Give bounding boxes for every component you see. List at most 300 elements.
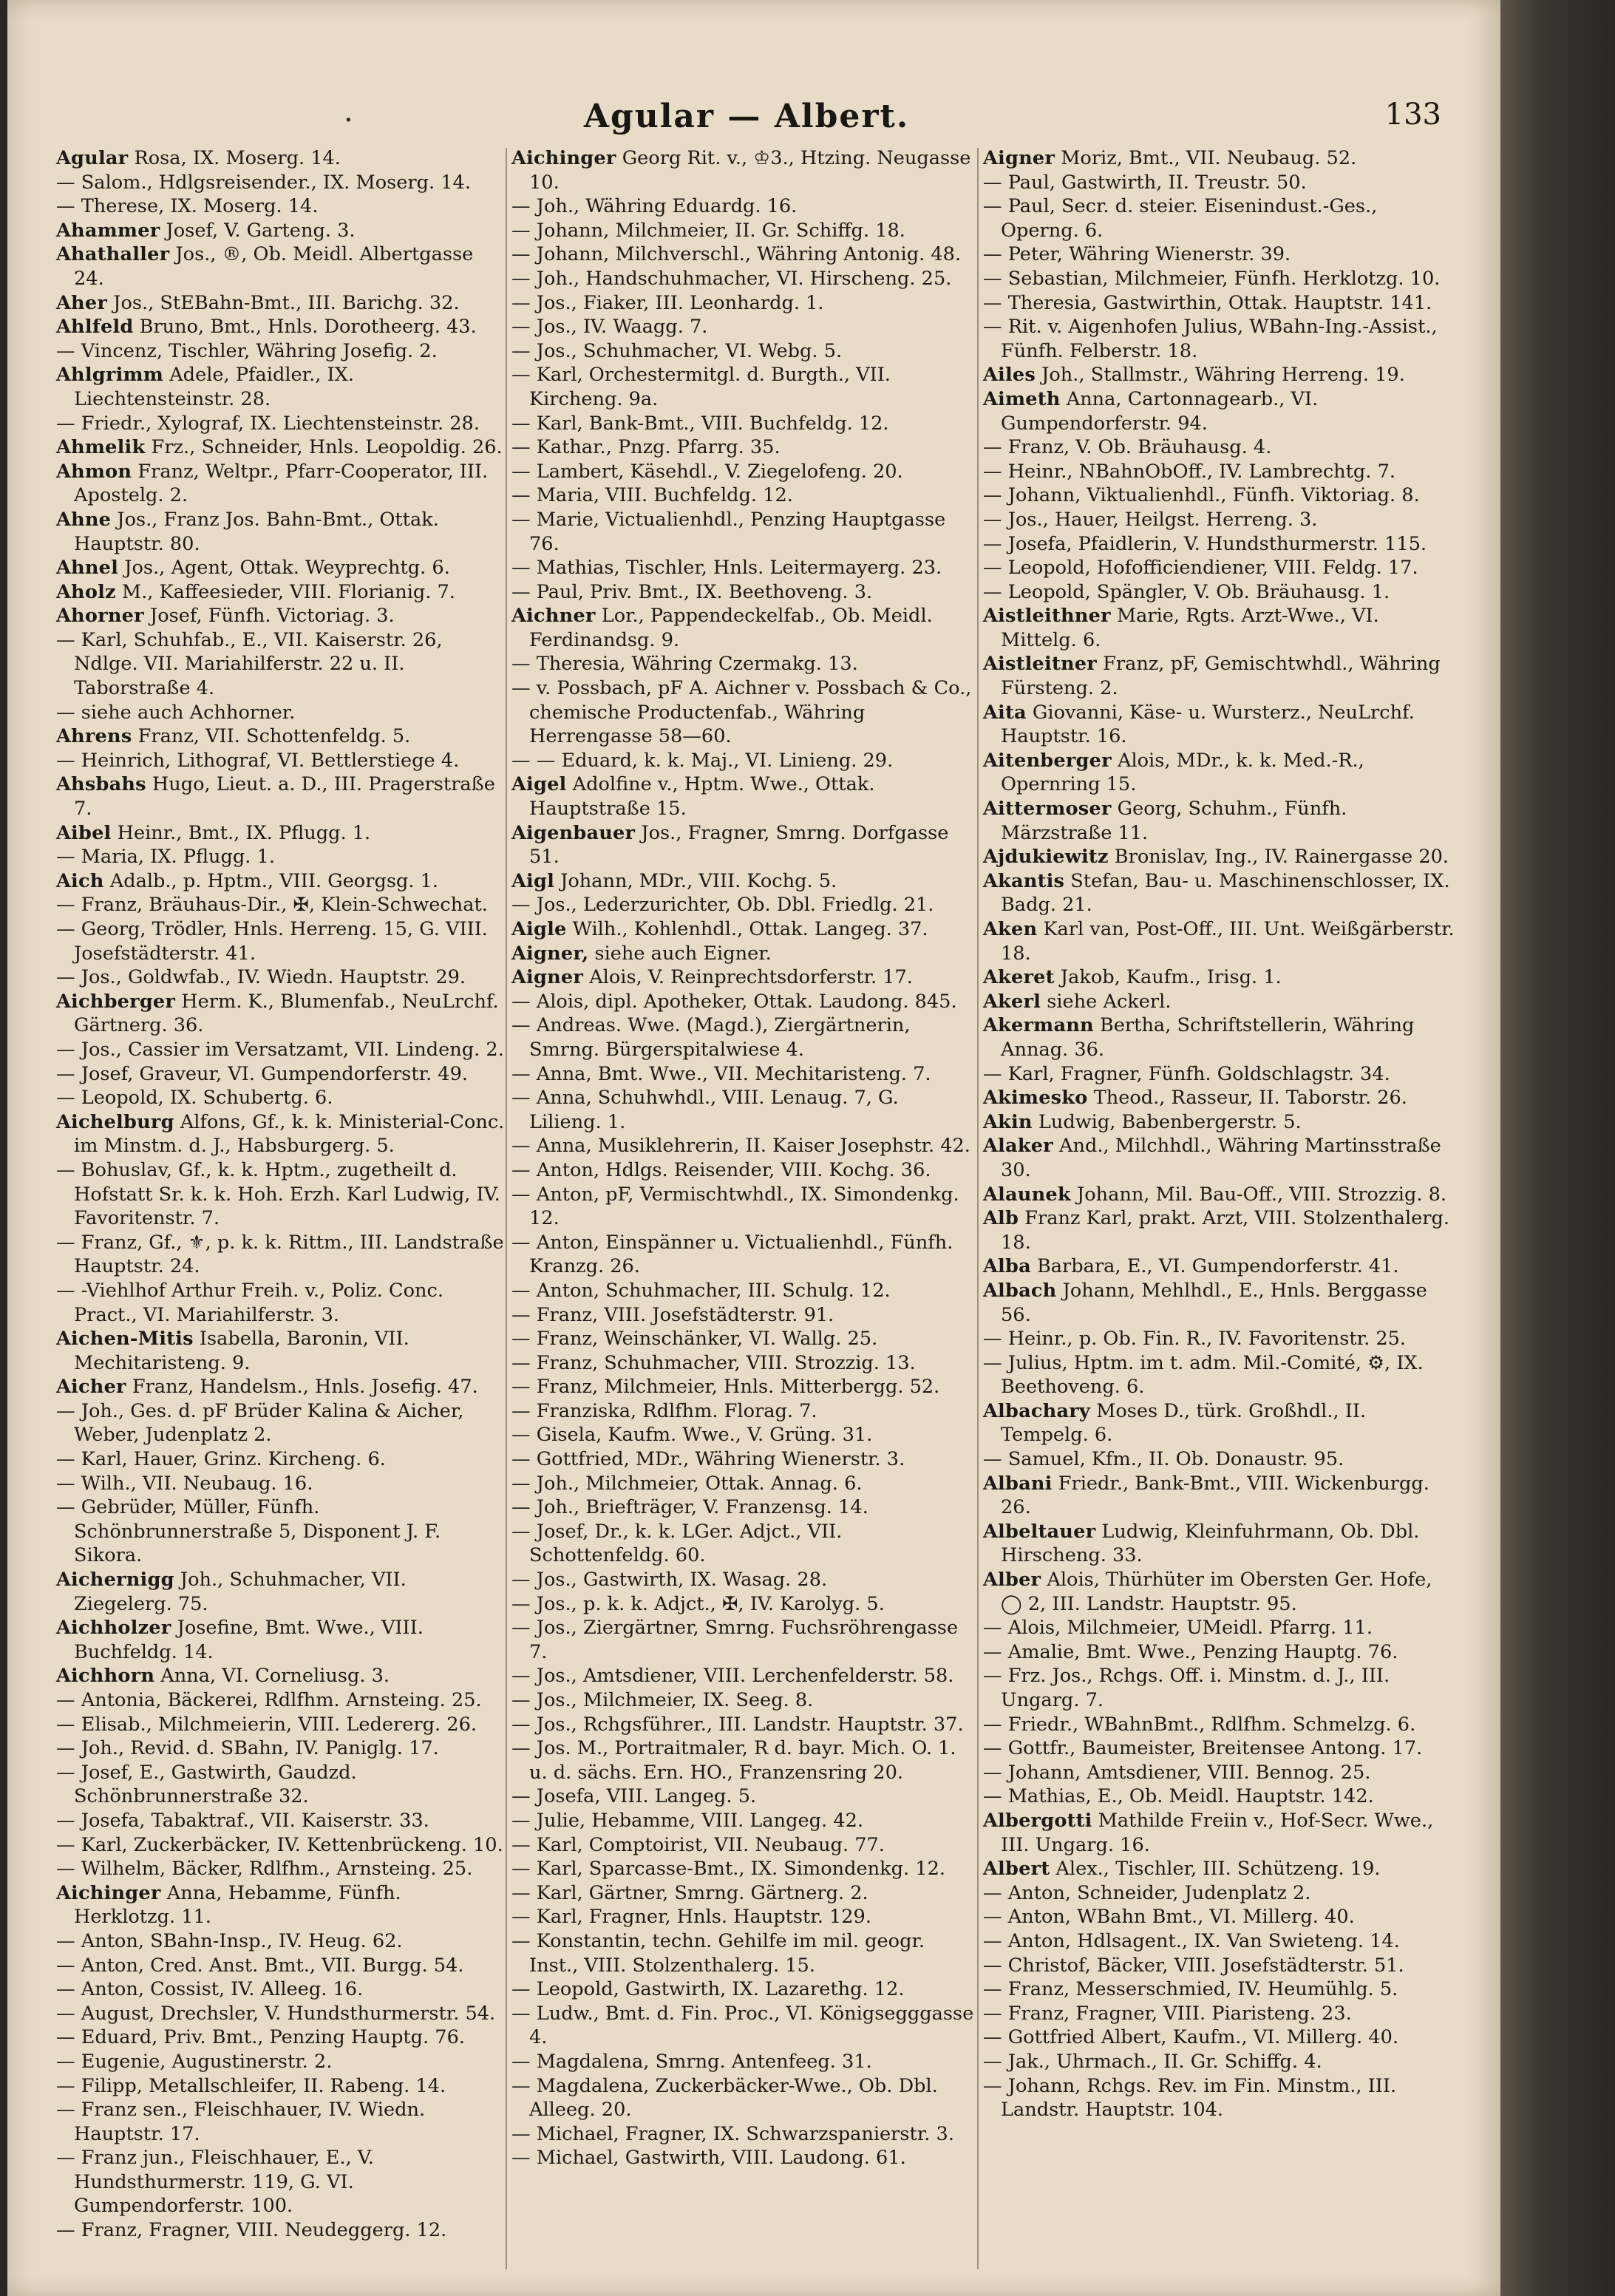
entry-text: — Jos., Goldwfab., IV. Wiedn. Hauptstr. 29.	[56, 966, 466, 989]
directory-entry	[983, 483, 1456, 508]
entry-text: Giovanni, Käse- u. Wursterz., NeuLrchf. Hauptstr. 16.	[1001, 701, 1415, 748]
directory-entry	[983, 701, 1456, 749]
directory-entry	[56, 1399, 507, 1447]
entry-surname: Ailes	[983, 364, 1036, 387]
directory-entry	[56, 339, 507, 364]
entry-text: — Peter, Währing Wienerstr. 39.	[983, 243, 1291, 266]
directory-entry	[511, 749, 974, 773]
directory-entry	[983, 1736, 1456, 1761]
entry-text: — Kathar., Pnzg. Pfarrg. 35.	[511, 436, 781, 459]
entry-text: — Franz, Messerschmied, IV. Heumühlg. 5.	[983, 1978, 1398, 2001]
column-rule	[977, 148, 979, 2269]
directory-entry	[983, 1713, 1456, 1737]
directory-entry	[983, 1809, 1456, 1857]
entry-text: Jos., Agent, Ottak. Weyprechtg. 6.	[118, 557, 450, 580]
entry-text: — Gebrüder, Müller, Fünfh. Schönbrunnerstraße 5, Disponent J. F. Sikora.	[56, 1496, 441, 1567]
directory-entry	[983, 845, 1456, 869]
entry-text: — Anton, SBahn-Insp., IV. Heug. 62.	[56, 1929, 403, 1952]
entry-text: Alex., Tischler, III. Schützeng. 19.	[1050, 1858, 1381, 1881]
directory-entry	[983, 1399, 1456, 1447]
entry-text: — Karl, Zuckerbäcker, IV. Kettenbrückeng. 10.	[56, 1833, 503, 1856]
entry-text: — Alois, dipl. Apotheker, Ottak. Laudong. 845.	[511, 990, 957, 1013]
running-title: Agular — Albert.	[583, 98, 910, 135]
entry-surname: Aimeth	[983, 387, 1061, 410]
entry-text: Ludwig, Kleinfuhrmann, Ob. Dbl. Hirscheng. 33.	[1001, 1520, 1420, 1567]
directory-entry	[56, 1857, 507, 1881]
directory-entry	[511, 676, 974, 749]
entry-text: M., Kaffeesieder, VIII. Florianig. 7.	[115, 580, 455, 603]
entry-text: Ludwig, Babenbergerstr. 5.	[1032, 1110, 1302, 1133]
entry-text: — Joh., Briefträger, V. Franzensg. 14.	[511, 1496, 868, 1519]
directory-entry	[983, 1616, 1456, 1640]
entry-text: — Paul, Gastwirth, II. Treustr. 50.	[983, 171, 1307, 194]
directory-entry	[511, 483, 974, 508]
entry-text: — Karl, Fragner, Fünfh. Goldschlagstr. 34.	[983, 1062, 1390, 1085]
directory-entry	[983, 1520, 1456, 1568]
entry-text: — Karl, Sparcasse-Bmt., IX. Simondenkg. 12.	[511, 1858, 945, 1881]
entry-surname: Aistleitner	[983, 653, 1097, 676]
directory-entry	[983, 2050, 1456, 2074]
entry-text: — Anton, Schneider, Judenplatz 2.	[983, 1881, 1311, 1904]
entry-text: — Johann, Amtsdiener, VIII. Bennog. 25.	[983, 1761, 1371, 1784]
entry-text: — Jos., Ziergärtner, Smrng. Fuchsröhrengasse 7.	[511, 1617, 959, 1663]
entry-text: — Jos., Gastwirth, IX. Wasag. 28.	[511, 1569, 828, 1592]
entry-surname: Aichhorn	[56, 1665, 155, 1688]
entry-text: — Jos., p. k. k. Adjct., ✠, IV. Karolyg. 5.	[511, 1592, 885, 1615]
directory-entry	[511, 1929, 974, 1977]
entry-text: Josef, V. Garteng. 3.	[160, 219, 356, 242]
entry-text: — Jos., Hauer, Heilgst. Herreng. 3.	[983, 508, 1318, 531]
entry-text: — Georg, Trödler, Hnls. Herreng. 15, G. VIII. Josefstädterstr. 41.	[56, 918, 488, 965]
entry-text: Jos., Franz Jos. Bahn-Bmt., Ottak. Hauptstr. 80.	[74, 508, 439, 555]
entry-text: — Joh., Milchmeier, Ottak. Annag. 6.	[511, 1472, 863, 1495]
entry-text: — Mathias, E., Ob. Meidl. Hauptstr. 142.	[983, 1785, 1374, 1808]
directory-entry	[56, 965, 507, 990]
entry-surname: Aken	[983, 918, 1038, 940]
directory-entry	[983, 1279, 1456, 1327]
entry-text: — Vincenz, Tischler, Währing Josefig. 2.	[56, 339, 438, 362]
entry-text: — Antonia, Bäckerei, Rdlfhm. Arnsteing. 25.	[56, 1689, 482, 1711]
directory-entry	[56, 242, 507, 291]
directory-entry	[56, 1447, 507, 1472]
entry-surname: Aigner	[511, 966, 584, 989]
entry-text: Anna, Cartonnagearb., VI. Gumpendorferstr. 94.	[1001, 387, 1319, 435]
entry-surname: Ahnel	[56, 557, 119, 580]
directory-entry	[56, 219, 507, 243]
directory-entry	[56, 315, 507, 339]
entry-text: — Franz, Gf., ⚜, p. k. k. Rittm., III. Landstraße Hauptstr. 24.	[56, 1231, 504, 1278]
directory-entry	[56, 1713, 507, 1737]
directory-entry	[983, 2025, 1456, 2050]
directory-entry	[56, 1375, 507, 1399]
directory-entry	[983, 291, 1456, 316]
directory-entry	[983, 1977, 1456, 2002]
directory-entry	[56, 412, 507, 436]
entry-text: — Josef, Graveur, VI. Gumpendorferstr. 49.	[56, 1062, 468, 1085]
entry-surname: Aichinger	[511, 147, 616, 169]
entry-text: — Karl, Hauer, Grinz. Kircheng. 6.	[56, 1448, 386, 1471]
directory-entry	[511, 990, 974, 1014]
directory-entry	[56, 460, 507, 508]
entry-surname: Albach	[983, 1279, 1057, 1302]
entry-text: Franz, Handelsm., Hnls. Josefig. 47.	[126, 1376, 478, 1399]
entry-text: — Anton, Schuhmacher, III. Schulg. 12.	[511, 1279, 891, 1302]
entry-text: — Eduard, Priv. Bmt., Penzing Hauptg. 76.	[56, 2026, 465, 2049]
entry-text: Alois, V. Reinprechtsdorferstr. 17.	[583, 966, 913, 989]
entry-text: — Leopold, Spängler, V. Ob. Bräuhausg. 1.	[983, 580, 1390, 603]
directory-entry	[511, 1327, 974, 1351]
directory-entry	[983, 1472, 1456, 1520]
directory-page	[7, 0, 1500, 2296]
entry-text: — Julius, Hptm. im t. adm. Mil.-Comité, ⚙, IX. Beethoveng. 6.	[983, 1351, 1424, 1399]
entry-text: — Andreas. Wwe. (Magd.), Ziergärtnerin, Smrng. Bürgerspitalwiese 4.	[511, 1014, 911, 1061]
entry-text: Heinr., Bmt., IX. Pflugg. 1.	[111, 821, 371, 844]
entry-text: — Franz, VIII. Josefstädterstr. 91.	[511, 1303, 834, 1326]
directory-entry	[511, 1977, 974, 2002]
directory-entry	[511, 508, 974, 556]
directory-entry	[56, 990, 507, 1038]
directory-entry	[983, 460, 1456, 484]
directory-entry	[56, 1279, 507, 1327]
directory-entry	[56, 1736, 507, 1761]
directory-entry	[56, 556, 507, 580]
directory-entry	[56, 772, 507, 821]
entry-text: — Josefa, VIII. Langeg. 5.	[511, 1785, 757, 1808]
directory-entry	[511, 2050, 974, 2074]
entry-surname: Albachary	[983, 1399, 1090, 1422]
directory-entry	[983, 1086, 1456, 1110]
entry-text: Johann, Mil. Bau-Off., VIII. Strozzig. 8.	[1070, 1183, 1447, 1206]
entry-text: Bronislav, Ing., IV. Rainergasse 20.	[1108, 846, 1449, 869]
entry-surname: Ahorner	[56, 605, 144, 628]
entry-text: — Jos., Cassier im Versatzamt, VII. Lindeng. 2.	[56, 1038, 504, 1061]
entry-text: Friedr., Bank-Bmt., VIII. Wickenburgg. 26.	[1001, 1472, 1429, 1519]
directory-entry	[56, 194, 507, 219]
entry-text: — Anton, Einspänner u. Victualienhdl., Fünfh. Kranzg. 26.	[511, 1231, 953, 1278]
directory-entry	[56, 1110, 507, 1158]
directory-entry	[511, 1086, 974, 1134]
directory-entry	[56, 1086, 507, 1110]
directory-entry	[56, 2218, 507, 2243]
directory-entry	[511, 1520, 974, 1568]
entry-surname: Aigner	[983, 147, 1055, 169]
entry-text: — Josef, E., Gastwirth, Gaudzd. Schönbrunnerstraße 32.	[56, 1761, 357, 1808]
directory-entry	[511, 2122, 974, 2147]
entry-text: Alfons, Gf., k. k. Ministerial-Conc. im Minstm. d. J., Habsburgerg. 5.	[74, 1110, 505, 1158]
entry-surname: Alba	[983, 1255, 1031, 1278]
entry-text: — Jos., Fiaker, III. Leonhardg. 1.	[511, 291, 824, 314]
entry-text: — Karl, Comptoirist, VII. Neubaug. 77.	[511, 1833, 885, 1856]
entry-text: — Maria, VIII. Buchfeldg. 12.	[511, 484, 793, 507]
entry-text: — Eugenie, Augustinerstr. 2.	[56, 2050, 333, 2073]
entry-surname: Akermann	[983, 1014, 1094, 1037]
directory-entry	[511, 652, 974, 676]
entry-text: — Jos., Schuhmacher, VI. Webg. 5.	[511, 339, 843, 362]
entry-text: — Franziska, Rdlfhm. Florag. 7.	[511, 1399, 817, 1422]
directory-entry	[511, 339, 974, 364]
entry-text: — Johann, Viktualienhdl., Fünfh. Viktoriag. 8.	[983, 484, 1420, 507]
directory-entry	[983, 580, 1456, 605]
entry-text: — Johann, Milchmeier, II. Gr. Schiffg. 18.	[511, 219, 905, 242]
entry-surname: Ahathaller	[56, 243, 170, 266]
directory-entry	[56, 917, 507, 965]
entry-text: Joh., Stallmstr., Währing Herreng. 19.	[1036, 364, 1405, 387]
directory-entry	[511, 435, 974, 460]
directory-entry	[511, 1905, 974, 1929]
entry-text: And., Milchhdl., Währing Martinsstraße 30.	[1001, 1135, 1441, 1181]
directory-entry	[511, 1375, 974, 1399]
directory-entry	[511, 242, 974, 267]
entry-text: — Gottfr., Baumeister, Breitensee Antong. 17.	[983, 1737, 1423, 1760]
entry-text: — Sebastian, Milchmeier, Fünfh. Herklotzg. 10.	[983, 267, 1441, 290]
entry-text: — Mathias, Tischler, Hnls. Leitermayerg. 23.	[511, 557, 942, 580]
directory-entry	[511, 1616, 974, 1664]
directory-entry	[511, 604, 974, 652]
entry-text: — Alois, Milchmeier, UMeidl. Pfarrg. 11.	[983, 1617, 1373, 1640]
directory-entry	[511, 1158, 974, 1183]
entry-text: Moriz, Bmt., VII. Neubaug. 52.	[1055, 147, 1357, 169]
entry-text: Bertha, Schriftstellerin, Währing Annag. 36.	[1001, 1014, 1415, 1061]
entry-text: — Paul, Secr. d. steier. Eisenindust.-Ges., Operng. 6.	[983, 195, 1378, 242]
entry-text: Georg Rit. v., ♔3., Htzing. Neugasse 10.	[529, 147, 971, 194]
entry-text: — Rit. v. Aigenhofen Julius, WBahn-Ing.-Assist., Fünfh. Felberstr. 18.	[983, 316, 1438, 362]
directory-entry	[511, 1809, 974, 1833]
entry-text: — Leopold, Gastwirth, IX. Lazarethg. 12.	[511, 1978, 905, 2001]
entry-surname: Aigel	[511, 773, 567, 796]
entry-surname: Aichen-Mitis	[56, 1328, 194, 1351]
directory-entry	[56, 1062, 507, 1087]
directory-entry	[511, 1833, 974, 1858]
directory-entry	[511, 219, 974, 243]
entry-text: — Franz, Fragner, VIII. Piaristeng. 23.	[983, 2002, 1352, 2025]
directory-entry	[511, 1423, 974, 1447]
entry-surname: Aitenberger	[983, 749, 1112, 772]
entry-text: — Jos., Amtsdiener, VIII. Lerchenfelderstr. 58.	[511, 1665, 954, 1688]
directory-entry	[56, 1688, 507, 1713]
entry-text: Rosa, IX. Moserg. 14.	[128, 147, 341, 169]
entry-text: Franz, pF, Gemischtwhdl., Währing Fürsteng. 2.	[1001, 653, 1441, 700]
entry-text: — Joh., Revid. d. SBahn, IV. Paniglg. 17.	[56, 1737, 439, 1760]
directory-entry	[983, 1206, 1456, 1254]
directory-entry	[511, 1688, 974, 1713]
entry-text: Hugo, Lieut. a. D., III. Pragerstraße 7.	[74, 773, 495, 821]
entry-text: — Johann, Rchgs. Rev. im Fin. Minstm., III. Landstr. Hauptstr. 104.	[983, 2074, 1397, 2122]
directory-entry	[56, 628, 507, 701]
directory-entry	[511, 1592, 974, 1617]
directory-entry	[511, 893, 974, 917]
entry-text: — Maria, IX. Pflugg. 1.	[56, 846, 275, 869]
entry-text: Josefine, Bmt. Wwe., VIII. Buchfeldg. 14.	[74, 1617, 424, 1663]
directory-entry	[983, 749, 1456, 797]
directory-entry	[511, 1231, 974, 1279]
entry-text: — Therese, IX. Moserg. 14.	[56, 195, 319, 218]
directory-entry	[56, 1761, 507, 1809]
directory-entry	[56, 2025, 507, 2050]
directory-entry	[56, 1327, 507, 1375]
entry-surname: Alaker	[983, 1135, 1053, 1158]
directory-entry	[983, 2074, 1456, 2122]
entry-surname: Aichner	[511, 605, 596, 628]
directory-entry	[56, 363, 507, 411]
directory-column-2	[511, 146, 974, 2170]
entry-surname: Alaunek	[983, 1183, 1071, 1206]
entry-surname: Aittermoser	[983, 798, 1112, 821]
entry-text: — Magdalena, Smrng. Antenfeeg. 31.	[511, 2050, 872, 2073]
entry-text: Adalb., p. Hptm., VIII. Georgsg. 1.	[103, 869, 439, 892]
directory-entry	[983, 652, 1456, 700]
entry-surname: Aich	[56, 869, 104, 892]
directory-entry	[983, 387, 1456, 435]
entry-text: — Anton, Cred. Anst. Bmt., VII. Burgg. 54.	[56, 1954, 464, 1977]
entry-text: Stefan, Bau- u. Maschinenschlosser, IX. Badg. 21.	[1001, 869, 1450, 917]
directory-entry	[56, 291, 507, 316]
entry-text: Jos., Fragner, Smrng. Dorfgasse 51.	[529, 821, 949, 869]
entry-text: Josef, Fünfh. Victoriag. 3.	[143, 605, 395, 628]
entry-surname: Akeret	[983, 966, 1055, 989]
page-number: 133	[1384, 98, 1441, 132]
entry-text: Franz Karl, prakt. Arzt, VIII. Stolzenthalerg. 18.	[1001, 1207, 1450, 1254]
directory-entry	[56, 604, 507, 628]
entry-text: — Josefa, Pfaidlerin, V. Hundsthurmerstr. 115.	[983, 532, 1427, 555]
entry-text: — Anna, Bmt. Wwe., VII. Mechitaristeng. 7.	[511, 1062, 931, 1085]
directory-entry	[983, 990, 1456, 1014]
directory-entry	[56, 701, 507, 725]
directory-entry	[56, 749, 507, 773]
entry-text: — Konstantin, techn. Gehilfe im mil. geogr. Inst., VIII. Stolzenthalerg. 15.	[511, 1929, 925, 1977]
directory-entry	[56, 1833, 507, 1858]
entry-text: — Friedr., Xylograf, IX. Liechtensteinstr. 28.	[56, 412, 480, 435]
directory-entry	[511, 580, 974, 605]
entry-text: siehe Ackerl.	[1041, 990, 1172, 1013]
directory-entry	[511, 1447, 974, 1472]
directory-entry	[983, 1254, 1456, 1279]
entry-surname: Aicher	[56, 1376, 126, 1399]
entry-surname: Aigle	[511, 918, 567, 940]
entry-text: Karl van, Post-Off., III. Unt. Weißgärberstr. 18.	[1001, 918, 1455, 965]
directory-entry	[511, 869, 974, 894]
entry-surname: Akin	[983, 1110, 1033, 1133]
entry-text: — Jak., Uhrmach., II. Gr. Schiffg. 4.	[983, 2050, 1322, 2073]
entry-text: Isabella, Baronin, VII. Mechitaristeng. 9.	[74, 1328, 409, 1374]
directory-entry	[56, 1954, 507, 1978]
directory-entry	[983, 435, 1456, 460]
directory-entry	[983, 508, 1456, 532]
directory-entry	[56, 845, 507, 869]
entry-text: — Joh., Handschuhmacher, VI. Hirscheng. 25.	[511, 267, 952, 290]
entry-text: — Wilhelm, Bäcker, Rdlfhm., Arnsteing. 25.	[56, 1858, 473, 1881]
directory-entry	[983, 1954, 1456, 1978]
entry-text: Barbara, E., VI. Gumpendorferstr. 41.	[1030, 1255, 1399, 1278]
entry-text: — Elisab., Milchmeierin, VIII. Ledererg. 26.	[56, 1713, 477, 1736]
entry-text: — Jos., Rchgsführer., III. Landstr. Hauptstr. 37.	[511, 1713, 964, 1736]
directory-column-3	[983, 146, 1456, 2122]
directory-entry	[983, 1905, 1456, 1929]
directory-entry	[983, 1327, 1456, 1351]
entry-text: — Franz jun., Fleischhauer, E., V. Hundsthurmerstr. 119, G. VI. Gumpendorferstr. 100.	[56, 2147, 374, 2218]
entry-text: Johann, Mehlhdl., E., Hnls. Berggasse 56.	[1001, 1279, 1427, 1326]
directory-entry	[511, 942, 974, 966]
directory-entry	[983, 1568, 1456, 1616]
entry-surname: Ahmelik	[56, 436, 146, 459]
directory-entry	[983, 171, 1456, 195]
entry-surname: Aichernigg	[56, 1569, 174, 1592]
entry-text: — Franz, Weinschänker, VI. Wallg. 25.	[511, 1328, 878, 1351]
entry-text: — Karl, Bank-Bmt., VIII. Buchfeldg. 12.	[511, 412, 889, 435]
directory-entry	[511, 1881, 974, 1906]
entry-surname: Alb	[983, 1207, 1019, 1230]
entry-text: Johann, MDr., VIII. Kochg. 5.	[554, 869, 837, 892]
directory-entry	[56, 2146, 507, 2218]
entry-text: — Anna, Schuhwhdl., VIII. Lenaug. 7, G. Lilieng. 1.	[511, 1087, 899, 1133]
directory-entry	[983, 2002, 1456, 2026]
directory-entry	[511, 1062, 974, 1087]
entry-surname: Albergotti	[983, 1809, 1092, 1832]
directory-entry	[511, 1664, 974, 1688]
directory-entry	[56, 1929, 507, 1954]
directory-entry	[511, 412, 974, 436]
entry-text: — Heinrich, Lithograf, VI. Bettlerstiege 4.	[56, 749, 460, 772]
directory-entry	[983, 242, 1456, 267]
entry-text: siehe auch Eigner.	[588, 942, 772, 965]
directory-entry	[983, 1784, 1456, 1809]
entry-text: — Jos., Milchmeier, IX. Seeg. 8.	[511, 1689, 814, 1711]
directory-entry	[983, 1447, 1456, 1472]
directory-entry	[983, 1062, 1456, 1087]
directory-entry	[983, 1134, 1456, 1182]
directory-entry	[983, 869, 1456, 917]
entry-surname: Ahlgrimm	[56, 364, 164, 387]
entry-text: Jos., ®, Ob. Meidl. Albertgasse 24.	[74, 243, 474, 290]
entry-text: — Anton, Hdlsagent., IX. Van Swieteng. 14.	[983, 1929, 1400, 1952]
entry-text: Jos., StEBahn-Bmt., III. Barichg. 32.	[107, 291, 460, 314]
directory-entry	[511, 1857, 974, 1881]
directory-entry	[56, 1495, 507, 1568]
entry-surname: Akerl	[983, 990, 1041, 1013]
entry-text: — Josefa, Tabaktraf., VII. Kaiserstr. 33.	[56, 1809, 429, 1832]
entry-text: — Anton, pF, Vermischtwhdl., IX. Simondenkg. 12.	[511, 1183, 959, 1230]
entry-text: Theod., Rasseur, II. Taborstr. 26.	[1087, 1087, 1407, 1110]
entry-text: — Heinr., NBahnObOff., IV. Lambrechtg. 7.	[983, 460, 1395, 483]
entry-text: — Joh., Währing Eduardg. 16.	[511, 195, 798, 218]
directory-column-1	[56, 146, 507, 2243]
entry-surname: Ahrens	[56, 725, 132, 748]
directory-entry	[56, 724, 507, 749]
entry-text: — Gisela, Kaufm. Wwe., V. Grüng. 31.	[511, 1424, 873, 1447]
directory-entry	[56, 2002, 507, 2026]
entry-text: — — Eduard, k. k. Maj., VI. Linieng. 29.	[511, 749, 894, 772]
directory-entry	[56, 1472, 507, 1496]
directory-entry	[56, 2074, 507, 2099]
entry-text: Herm. K., Blumenfab., NeuLrchf. Gärtnerg. 36.	[74, 990, 499, 1037]
entry-text: — v. Possbach, pF A. Aichner v. Possbach & Co., chemische Productenfab., Währing Herrengasse 58—60.	[511, 677, 972, 748]
entry-text: — Franz, Schuhmacher, VIII. Strozzig. 13.	[511, 1351, 916, 1374]
directory-entry	[983, 267, 1456, 291]
entry-text: Anna, VI. Corneliusg. 3.	[154, 1665, 390, 1688]
entry-text: — Anton, WBahn Bmt., VI. Millerg. 40.	[983, 1906, 1355, 1929]
directory-entry	[511, 1303, 974, 1328]
directory-entry	[983, 194, 1456, 242]
entry-text: — Jos., IV. Waagg. 7.	[511, 316, 708, 339]
entry-text: Marie, Rgts. Arzt-Wwe., VI. Mittelg. 6.	[1001, 605, 1379, 651]
directory-entry	[511, 1013, 974, 1062]
entry-text: — Franz, Bräuhaus-Dir., ✠, Klein-Schwechat.	[56, 894, 488, 917]
directory-entry	[56, 1568, 507, 1616]
entry-text: — Filipp, Metallschleifer, II. Rabeng. 14.	[56, 2074, 446, 2097]
entry-surname: Ajdukiewitz	[983, 846, 1109, 869]
entry-text: — Jos. M., Portraitmaler, R d. bayr. Mich. O. 1. u. d. sächs. Ern. HO., Franzensring 20.	[511, 1737, 956, 1784]
directory-entry	[511, 363, 974, 411]
directory-entry	[511, 2002, 974, 2050]
